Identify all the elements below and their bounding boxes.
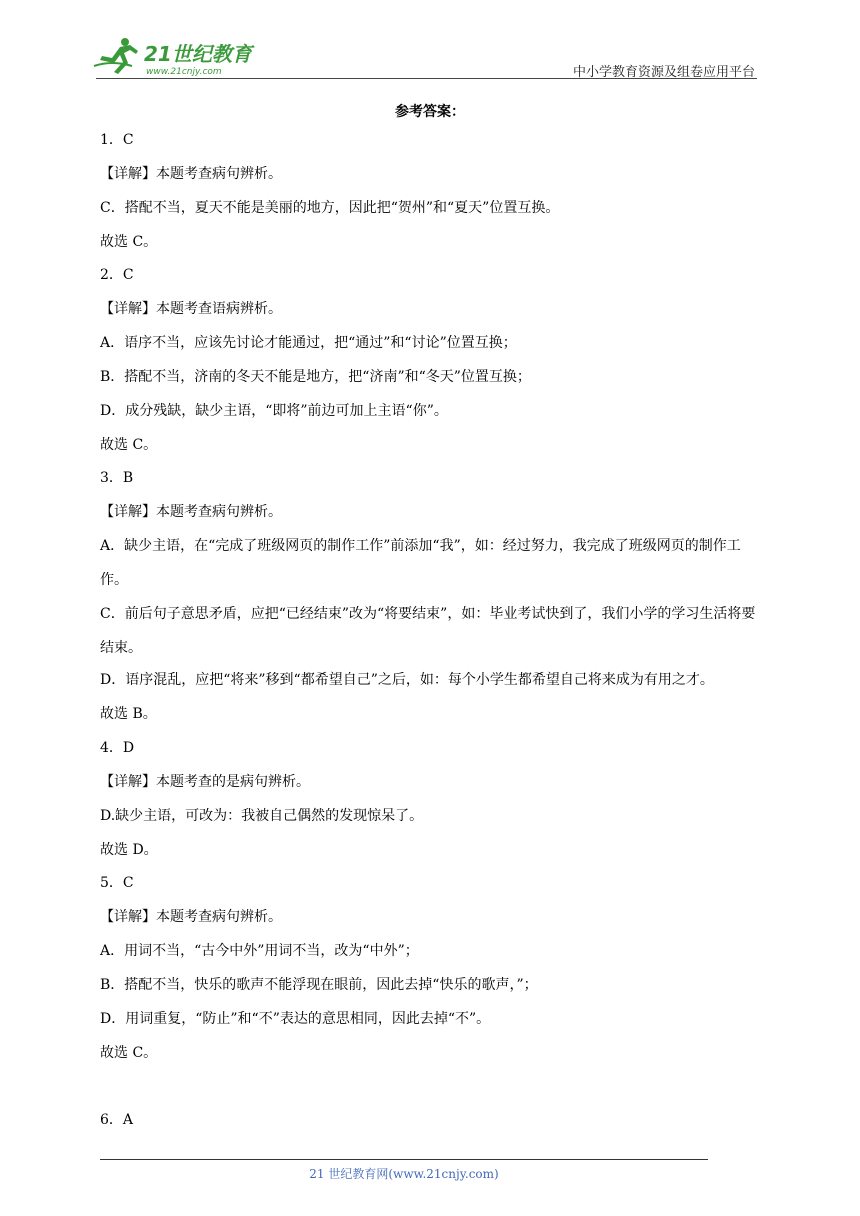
answer-line: 故选 C。 [100,234,158,250]
answer-line: B．搭配不当，快乐的歌声不能浮现在眼前，因此去掉“快乐的歌声，”； [100,977,538,993]
footer-divider [100,1159,708,1160]
answer-line: D．语序混乱，应把“将来”移到“都希望自己”之后，如：每个小学生都希望自己将来成为有用之才。 [100,672,714,688]
logo-text: 21世纪教育 [144,42,252,66]
answer-line: D．用词重复，“防止”和“不”表达的意思相同，因此去掉“不”。 [100,1011,491,1027]
answer-line: B．搭配不当，济南的冬天不能是地方，把“济南”和“冬天”位置互换； [100,369,531,385]
answer-line: 【详解】本题考查病句辨析。 [100,504,282,520]
answer-line: A．缺少主语，在“完成了班级网页的制作工作”前添加“我”，如：经过努力，我完成了班级网页的制作工作。 [100,538,741,588]
logo-url: www.21cnjy.com [146,67,222,77]
answer-line: 4．D [100,740,135,756]
answer-line: 【详解】本题考查病句辨析。 [100,909,282,925]
answer-line: 故选 C。 [100,437,158,453]
site-logo[interactable] [92,36,262,78]
answer-line: A．用词不当，“古今中外”用词不当，改为“中外”； [100,943,419,959]
answer-line: D.缺少主语，可改为：我被自己偶然的发现惊呆了。 [100,808,424,824]
answer-line: 故选 C。 [100,1045,158,1061]
answer-line: 【详解】本题考查病句辨析。 [100,166,282,182]
answer-line: 5．C [100,875,134,891]
answer-line: 2．C [100,267,134,283]
answer-line: 1．C [100,132,134,148]
answer-line: 【详解】本题考查语病辨析。 [100,301,282,317]
answer-line: D．成分残缺，缺少主语，“即将”前边可加上主语“你”。 [100,403,448,419]
footer-link[interactable]: 21 世纪教育网(www.21cnjy.com) [309,1167,499,1181]
answer-line: A．语序不当，应该先讨论才能通过，把“通过”和“讨论”位置互换； [100,335,517,351]
answer-line: 故选 D。 [100,842,158,858]
answer-line: 3．B [100,470,134,486]
header-divider [96,78,757,79]
answers-title: 参考答案： [395,104,465,120]
platform-name: 中小学教育资源及组卷应用平台 [572,65,755,80]
answer-line: 6．A [100,1112,134,1128]
answer-line: 【详解】本题考查的是病句辨析。 [100,774,310,790]
page-header [0,0,860,80]
answer-line: C．搭配不当，夏天不能是美丽的地方，因此把“贺州”和“夏天”位置互换。 [100,200,560,216]
answer-line: C．前后句子意思矛盾，应把“已经结束”改为“将要结束”，如：毕业考试快到了，我们小学的学习生活将要结束。 [100,606,756,656]
answer-line: 故选 B。 [100,706,157,722]
